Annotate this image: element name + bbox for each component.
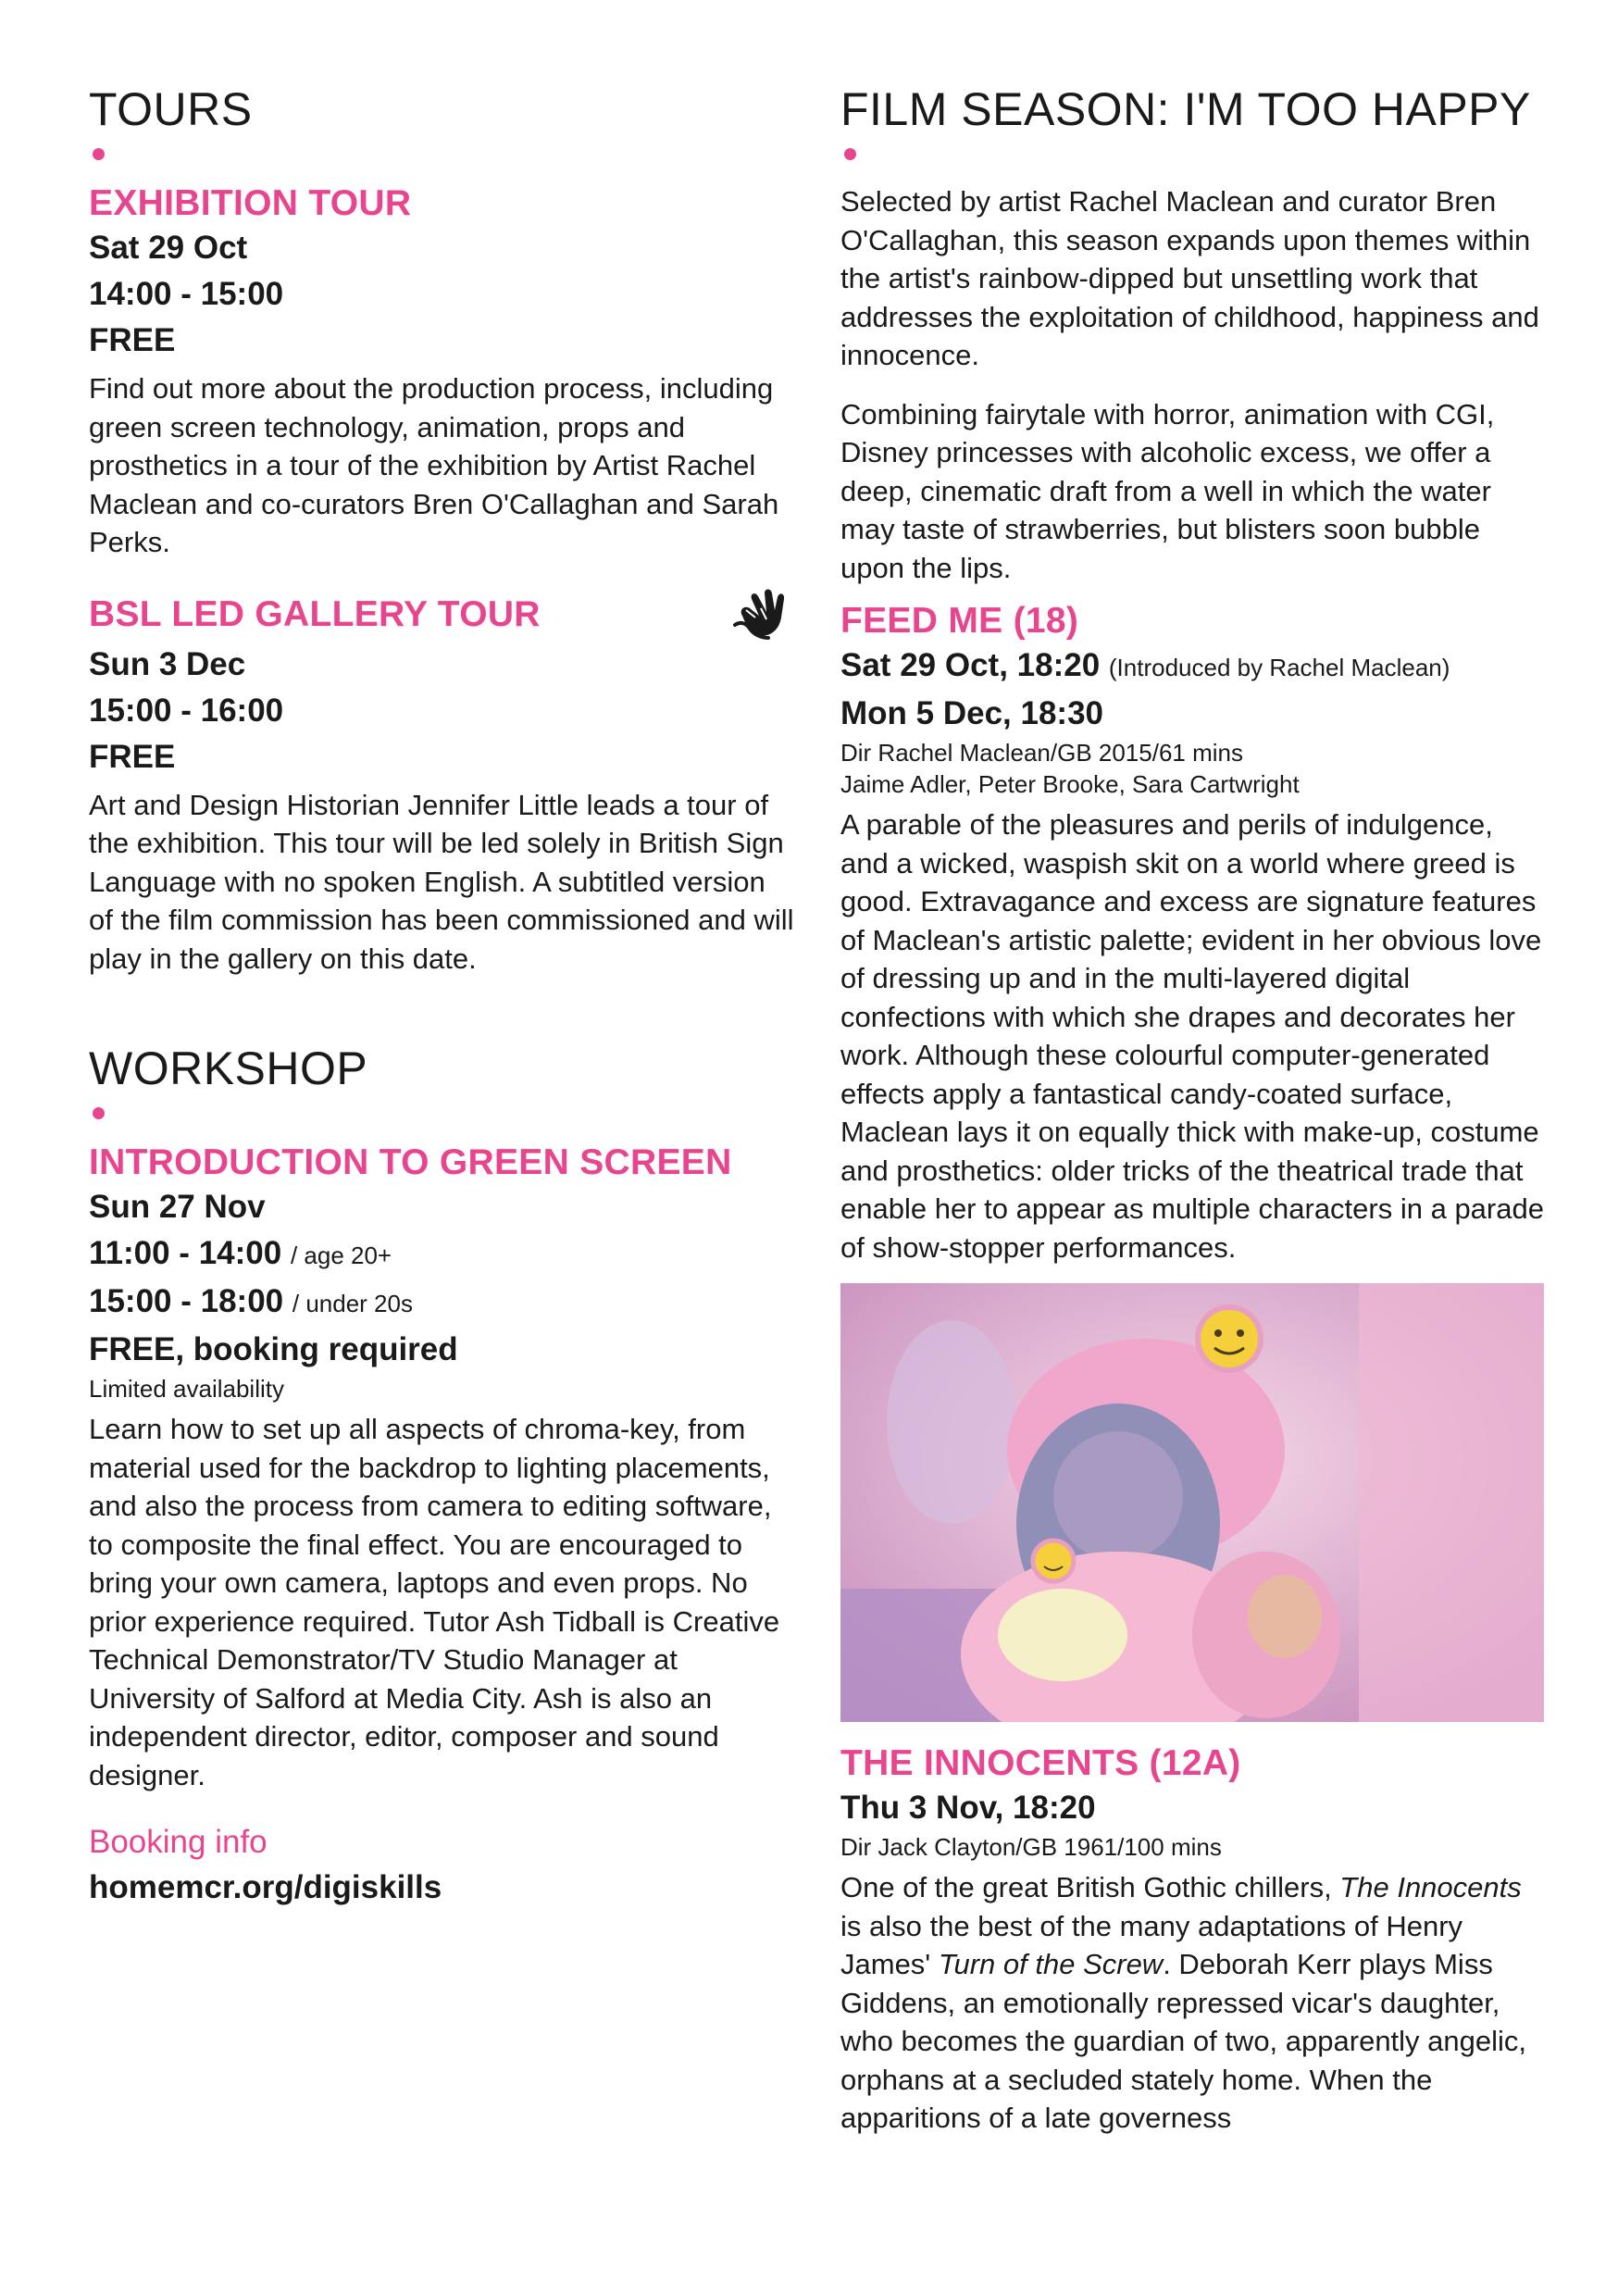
bsl-tour-date: Sun 3 Dec xyxy=(89,645,246,682)
bsl-tour-title: BSL LED GALLERY TOUR xyxy=(89,593,541,634)
green-screen-workshop xyxy=(89,1142,794,1794)
feed-me-still-image xyxy=(840,1283,1544,1722)
exhibition-tour-title: EXHIBITION TOUR xyxy=(89,183,412,223)
bsl-tour-description: Art and Design Historian Jennifer Little leads a tour of the exhibition. This tour will be led solely in British Sign Language with no spoken English. A subtitled version of the film commission has been commissioned and will play in the gallery on this date. xyxy=(89,788,794,975)
innocents-desc-part-a: One of the great British Gothic chillers, xyxy=(840,1871,1340,1903)
section-dot xyxy=(93,148,105,160)
exhibition-tour-date: Sat 29 Oct xyxy=(89,230,248,266)
green-screen-availability: Limited availability xyxy=(89,1375,284,1403)
exhibition-tour xyxy=(89,182,794,562)
innocents-desc-title-italic: The Innocents xyxy=(1339,1871,1522,1903)
innocents-desc-part-e: . Deborah Kerr plays Miss Giddens, an emotionally repressed vicar's daughter, who becomes the guardian of two, apparently angelic, orphans at a secluded stately home. When the apparitions of a late governess xyxy=(840,1948,1527,2134)
session-2-time: 15:00 - 18:00 xyxy=(89,1283,284,1319)
film-season-intro-1: Selected by artist Rachel Maclean and curator Bren O'Callaghan, this season expands upon themes within the artist's rainbow-dipped but unsettling work that addresses the exploitation of childhood, happiness and innocence. xyxy=(840,185,1539,371)
tours-heading: TOURS xyxy=(89,83,253,135)
bsl-tour-price: FREE xyxy=(89,738,176,775)
green-screen-session-2 xyxy=(89,1279,794,1327)
booking-info-label: Booking info xyxy=(89,1824,268,1860)
booking-url-link[interactable]: homemcr.org/digiskills xyxy=(89,1869,442,1905)
innocents-title: THE INNOCENTS (12A) xyxy=(840,1743,1241,1783)
bsl-tour xyxy=(89,588,794,979)
green-screen-price: FREE, booking required xyxy=(89,1331,458,1367)
film-still-illustration xyxy=(840,1283,1544,1722)
green-screen-title: INTRODUCTION TO GREEN SCREEN xyxy=(89,1142,732,1182)
bsl-tour-time: 15:00 - 16:00 xyxy=(89,692,284,729)
film-season-heading: FILM SEASON: I'M TOO HAPPY xyxy=(840,83,1531,135)
screening-1-datetime: Sat 29 Oct, 18:20 xyxy=(840,647,1101,683)
innocents-desc-part-c: is also the best of the many adaptations of Henry James' xyxy=(840,1909,1463,1980)
feed-me-film xyxy=(840,600,1544,1267)
feed-me-description: A parable of the pleasures and perils of indulgence, and a wicked, waspish skit on a world where greed is good. Extravagance and excess are signature features of Maclean's artistic palette; evident in her obvious love of dressing up and in the multi-layered digital confections with which she drapes and decorates her work. Although these colourful computer-generated effects apply a fantastical candy-coated surface, Maclean lays it on equally thick with make-up, costume and prosthetics: older tricks of the theatrical trade that enable her to appear as multiple characters in a parade of show-stopper performances. xyxy=(840,808,1544,1264)
session-1-note: / age 20+ xyxy=(290,1242,392,1269)
section-dot xyxy=(93,1107,105,1119)
feed-me-screening-1 xyxy=(840,643,1544,691)
innocents-director: Dir Jack Clayton/GB 1961/100 mins xyxy=(840,1833,1222,1861)
left-column xyxy=(89,83,794,1911)
innocents-film xyxy=(840,1742,1544,2138)
exhibition-tour-price: FREE xyxy=(89,322,176,358)
screening-1-note: (Introduced by Rachel Maclean) xyxy=(1108,654,1450,681)
section-dot xyxy=(844,148,856,160)
innocents-desc-book-italic: Turn of the Screw xyxy=(938,1948,1164,1980)
exhibition-tour-description: Find out more about the production process, including green screen technology, animation, props and prosthetics in a tour of the exhibition by Artist Rachel Maclean and co-curators Bren O'Callaghan and Sarah Perks. xyxy=(89,372,779,558)
feed-me-screening-2: Mon 5 Dec, 18:30 xyxy=(840,695,1103,731)
innocents-description xyxy=(840,1868,1544,2138)
innocents-screening: Thu 3 Nov, 18:20 xyxy=(840,1790,1096,1826)
sign-language-hands-icon xyxy=(733,588,790,642)
session-2-note: / under 20s xyxy=(292,1290,413,1317)
feed-me-cast: Jaime Adler, Peter Brooke, Sara Cartwright xyxy=(840,770,1300,798)
film-season-intro-2: Combining fairytale with horror, animation with CGI, Disney princesses with alcoholic excess, we offer a deep, cinematic draft from a well in which the water may taste of strawberries, but blisters soon bubble upon the lips. xyxy=(840,397,1495,584)
green-screen-date: Sun 27 Nov xyxy=(89,1189,266,1225)
right-column xyxy=(840,83,1544,2138)
feed-me-title: FEED ME (18) xyxy=(840,601,1079,641)
green-screen-session-1 xyxy=(89,1230,794,1279)
exhibition-tour-time: 14:00 - 15:00 xyxy=(89,276,284,312)
session-1-time: 11:00 - 14:00 xyxy=(89,1235,282,1271)
green-screen-description: Learn how to set up all aspects of chroma-key, from material used for the backdrop to lighting placements, and also the process from camera to editing software, to composite the final effect. You are encouraged to bring your own camera, laptops and even props. No prior experience required. Tutor Ash Tidball is Creative Technical Demonstrator/TV Studio Manager at University of Salford at Media City. Ash is also an independent director, editor, composer and sound designer. xyxy=(89,1413,780,1791)
feed-me-director: Dir Rachel Maclean/GB 2015/61 mins xyxy=(840,739,1243,767)
workshop-heading: WORKSHOP xyxy=(89,1042,368,1094)
